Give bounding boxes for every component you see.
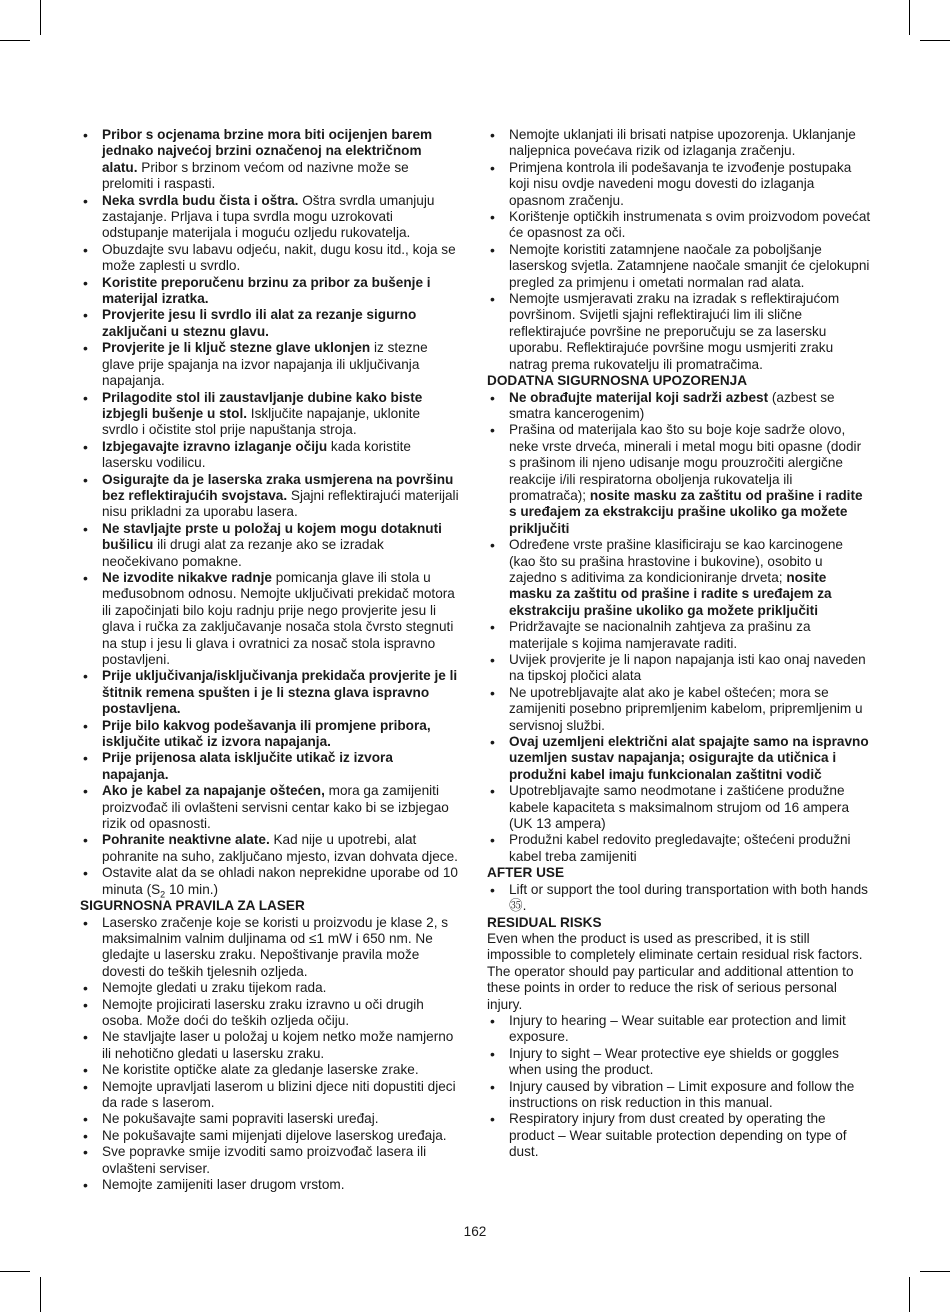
list-item: • Nemojte gledati u zraku tijekom rada. xyxy=(80,980,460,996)
list-item xyxy=(80,783,460,832)
list-item xyxy=(80,668,460,717)
laser-list-continued xyxy=(487,127,871,373)
cooldown-sub: 2 xyxy=(160,889,166,900)
extra-warnings-heading: DODATNA SIGURNOSNA UPOZORENJA xyxy=(487,373,748,389)
list-item xyxy=(80,718,460,751)
item-bold-text: Prilagodite stol ili zaustavljanje dubine kako biste izbjegli bušenje u stol. xyxy=(102,389,423,421)
item-text: pomicanja glave ili stola u međusobnom odnosu. Nemojte uključivati prekidač motora ili započinjati bilo koju radnju prije nego provjerite jesu li glava i ručka za zaključavanje nosača stola čvrsto stegnuti na stup i jesu li glava i ovratnici za nosač stola ispravno postavljeni. xyxy=(102,569,455,667)
laser-list xyxy=(80,915,460,1194)
item-text: Upotrebljavajte samo neodmotane i zaštićene produžne kabele kapaciteta s maksimalnom strujom od 16 ampera (UK 13 ampera) xyxy=(509,783,850,832)
list-item xyxy=(80,832,460,865)
item-text: Kad nije u upotrebi, alat pohranite na suho, zaključano mjesto, izvan dohvata djece. xyxy=(102,832,458,864)
list-item: • Primjena kontrola ili podešavanja te izvođenje postupaka koji nisu ovdje navedeni mogu dovesti do izlaganja opasnom zračenju. xyxy=(487,160,871,209)
list-item: • Nemojte projicirati lasersku zraku izravno u oči drugih osoba. Može doći do teških ozljeda očiju. xyxy=(80,997,460,1030)
list-item xyxy=(487,734,871,783)
item-text: kada koristite lasersku vodilicu. xyxy=(102,438,411,471)
item-bold-text: Provjerite jesu li svrdlo ili alat za rezanje sigurno zaključani u steznu glavu. xyxy=(102,307,417,339)
residual-risks-list xyxy=(487,1013,871,1161)
extra-warnings-list xyxy=(487,390,871,866)
item-text: Određene vrste prašine klasificiraju se kao karcinogene (kao što su prašina hrastovine i bukovine), osobito u zajedno s aditivima za kondicioniranje drveta; xyxy=(509,537,843,585)
list-item: • Ne pokušavajte sami mijenjati dijelove laserskog uređaja. xyxy=(80,1128,460,1144)
list-item xyxy=(80,750,460,783)
list-item: • Injury to hearing – Wear suitable ear protection and limit exposure. xyxy=(487,1013,871,1046)
list-item: • Respiratory injury from dust created by operating the product – Wear suitable protection depending on type of dust. xyxy=(487,1111,871,1160)
list-item xyxy=(487,619,871,652)
list-item xyxy=(80,242,460,275)
list-item xyxy=(487,422,871,537)
list-item xyxy=(487,685,871,734)
item-bold-text: Pohranite neaktivne alate. xyxy=(102,832,270,848)
item-bold-text: Ako je kabel za napajanje oštećen, xyxy=(102,783,325,799)
list-item: • Nemojte zamijeniti laser drugom vrstom. xyxy=(80,1177,460,1193)
list-item: • Sve popravke smije izvoditi samo proizvođač lasera ili ovlašteni serviser. xyxy=(80,1144,460,1177)
right-column xyxy=(487,127,871,1161)
list-item xyxy=(80,193,460,242)
item-text: Ne upotrebljavajte alat ako je kabel oštećen; mora se zamijeniti posebno pripremljenim kabelom, pripremljenim u servisnoj službi. xyxy=(509,684,863,733)
item-text: Oštra svrdla umanjuju zastajanje. Prljava i tupa svrdla mogu uzrokovati odstupanje materijala i moguću ozljedu rukovatelja. xyxy=(102,192,435,241)
list-item: • Lift or support the tool during transportation with both hands ㉟. xyxy=(487,882,871,915)
crop-mark xyxy=(920,1271,950,1272)
item-text: Produžni kabel redovito pregledavajte; oštećeni produžni kabel treba zamijeniti xyxy=(509,832,851,864)
cooldown-end: 10 min.) xyxy=(165,881,219,897)
left-column xyxy=(80,127,460,1193)
item-text: (azbest se smatra kancerogenim) xyxy=(509,389,835,421)
crop-mark xyxy=(0,40,30,41)
page-number: 162 xyxy=(463,1224,487,1239)
list-item: • Ne stavljajte laser u položaj u kojem netko može namjerno ili nehotično gledati u lasersku zraku. xyxy=(80,1029,460,1062)
item-text: mora ga zamijeniti proizvođač ili ovlašteni servisni centar kako bi se izbjegao rizik od opasnosti. xyxy=(102,783,449,832)
list-item xyxy=(487,783,871,832)
list-item: • Korištenje optičkih instrumenata s ovim proizvodom povećat će opasnost za oči. xyxy=(487,209,871,242)
item-text: ili drugi alat za rezanje ako se izradak neočekivano pomakne. xyxy=(102,537,384,569)
residual-risks-paragraph: Even when the product is used as prescribed, it is still impossible to completely eliminate certain residual risk factors. The operator should pay particular and additional attention to these points in order to reduce the risk of serious personal injury. xyxy=(487,930,863,1012)
list-item xyxy=(487,390,871,423)
list-item xyxy=(80,521,460,570)
item-text: Obuzdajte svu labavu odjeću, nakit, dugu kosu itd., koja se može zaplesti u svrdlo. xyxy=(102,241,456,274)
item-bold-text: Neka svrdla budu čista i oštra. xyxy=(102,192,299,208)
list-item: • Ne koristite optičke alate za gledanje laserske zrake. xyxy=(80,1062,460,1078)
cooldown-list xyxy=(80,865,460,898)
list-item xyxy=(80,340,460,389)
item-text: Uvijek provjerite je li napon napajanja isti kao onaj naveden na tipskoj pločici alata xyxy=(509,652,866,684)
laser-safety-heading: SIGURNOSNA PRAVILA ZA LASER xyxy=(80,898,305,914)
list-item: • Injury to sight – Wear protective eye shields or goggles when using the product. xyxy=(487,1046,871,1079)
item-text: iz stezne glave prije spajanja na izvor napajanja ili uključivanja napajanja. xyxy=(102,340,428,389)
item-bold-text: Pribor s ocjenama brzine mora biti ocijenjen barem jednako najvećoj brzini označenoj na električnom alatu. xyxy=(102,127,433,175)
item-text: Prašina od materijala kao što su boje koje sadrže olovo, neke vrste drveća, minerali i metal mogu biti opasne (dodir s prašinom ili njeno udisanje mogu prouzročiti alergične reakcije i/ili respiratorna oboljenja rukovatelja ili promatrača); xyxy=(509,422,862,503)
item-bold-text: Prije uključivanja/isključivanja prekidača provjerite je li štitnik remena spušten i je li stezna glava ispravno postavljena. xyxy=(102,668,458,717)
item-bold-text: Osigurajte da je laserska zraka usmjerena na površinu bez reflektirajućih svojstava. xyxy=(102,471,454,503)
item-bold-text: nosite masku za zaštitu od prašine i radite s uređajem za ekstrakciju prašine ukoliko ga možete priključiti xyxy=(509,487,863,536)
list-item xyxy=(80,472,460,521)
after-use-list xyxy=(487,882,871,915)
list-item: • Ne pokušavajte sami popraviti laserski uređaj. xyxy=(80,1111,460,1127)
item-bold-text: Provjerite je li ključ stezne glave uklonjen xyxy=(102,340,371,356)
item-text: Isključite napajanje, uklonite svrdlo i očistite stol prije napuštanja stroja. xyxy=(102,405,421,438)
list-item xyxy=(487,652,871,685)
cooldown-text: Ostavite alat da se ohladi nakon neprekidne uporabe od 10 minuta (S xyxy=(102,865,458,897)
list-item: • Nemojte koristiti zatamnjene naočale za poboljšanje laserskog svjetla. Zatamnjene naočale smanjit će cjelokupni pregled za primjenu i ometati normalan rad alata. xyxy=(487,242,871,291)
list-item: • Nemojte uklanjati ili brisati natpise upozorenja. Uklanjanje naljepnica povećava rizik od izlaganja zračenju. xyxy=(487,127,871,160)
crop-mark xyxy=(909,0,910,35)
list-item: • Injury caused by vibration – Limit exposure and follow the instructions on risk reduction in this manual. xyxy=(487,1079,871,1112)
crop-mark xyxy=(0,1271,30,1272)
list-item xyxy=(80,307,460,340)
item-bold-text: Ovaj uzemljeni električni alat spajajte samo na ispravno uzemljen sustav napajanja; osigurajte da utičnica i produžni kabel imaju funkcionalan zaštitni vodič xyxy=(509,734,869,782)
list-item: • Nemojte usmjeravati zraku na izradak s reflektirajućom površinom. Svijetli sjajni reflektirajući lim ili slične reflektirajuće površine ne preporučuju se za lasersku uporabu. Reflektirajuće površine mogu usmjeriti zraku natrag prema rukovatelju ili promatračima. xyxy=(487,291,871,373)
item-text: Pribor s brzinom većom od nazivne može se prelomiti i raspasti. xyxy=(102,159,409,192)
residual-risks-heading: RESIDUAL RISKS xyxy=(487,914,602,930)
item-bold-text: Ne izvodite nikakve radnje xyxy=(102,569,272,585)
list-item xyxy=(80,439,460,472)
list-item xyxy=(487,832,871,865)
item-bold-text: nosite masku za zaštitu od prašine i radite s uređajem za ekstrakciju prašine ukoliko ga možete priključiti xyxy=(509,569,832,618)
list-item xyxy=(80,275,460,308)
crop-mark xyxy=(909,1277,910,1312)
crop-mark xyxy=(40,1277,41,1312)
item-bold-text: Koristite preporučenu brzinu za pribor za bušenje i materijal izratka. xyxy=(102,274,431,307)
safety-list xyxy=(80,127,460,865)
list-item: • Nemojte upravljati laserom u blizini djece niti dopustiti djeci da rade s laserom. xyxy=(80,1079,460,1112)
crop-mark xyxy=(920,40,950,41)
item-bold-text: Prije prijenosa alata isključite utikač iz izvora napajanja. xyxy=(102,750,393,782)
list-item xyxy=(80,570,460,668)
crop-mark xyxy=(40,0,41,35)
list-item xyxy=(80,127,460,193)
item-bold-text: Prije bilo kakvog podešavanja ili promjene pribora, isključite utikač iz izvora napajanja. xyxy=(102,717,431,750)
list-item xyxy=(80,390,460,439)
item-bold-text: Ne stavljajte prste u položaj u kojem mogu dotaknuti bušilicu xyxy=(102,520,442,553)
item-text: Sjajni reflektirajući materijali nisu prikladni za uporabu lasera. xyxy=(102,487,459,520)
list-item xyxy=(487,537,871,619)
list-item xyxy=(80,865,460,898)
item-bold-text: Ne obrađujte materijal koji sadrži azbest xyxy=(509,389,769,405)
item-text: Pridržavajte se nacionalnih zahtjeva za prašinu za materijale s kojima namjeravate raditi. xyxy=(509,619,811,651)
list-item: • Lasersko zračenje koje se koristi u proizvodu je klase 2, s maksimalnim valnim duljinama od ≤1 mW i 650 nm. Ne gledajte u lasersku zraku. Nepoštivanje pravila može dovesti do teških tjelesnih ozljeda. xyxy=(80,915,460,981)
item-bold-text: Izbjegavajte izravno izlaganje očiju xyxy=(102,438,328,454)
after-use-heading: AFTER USE xyxy=(487,865,565,881)
